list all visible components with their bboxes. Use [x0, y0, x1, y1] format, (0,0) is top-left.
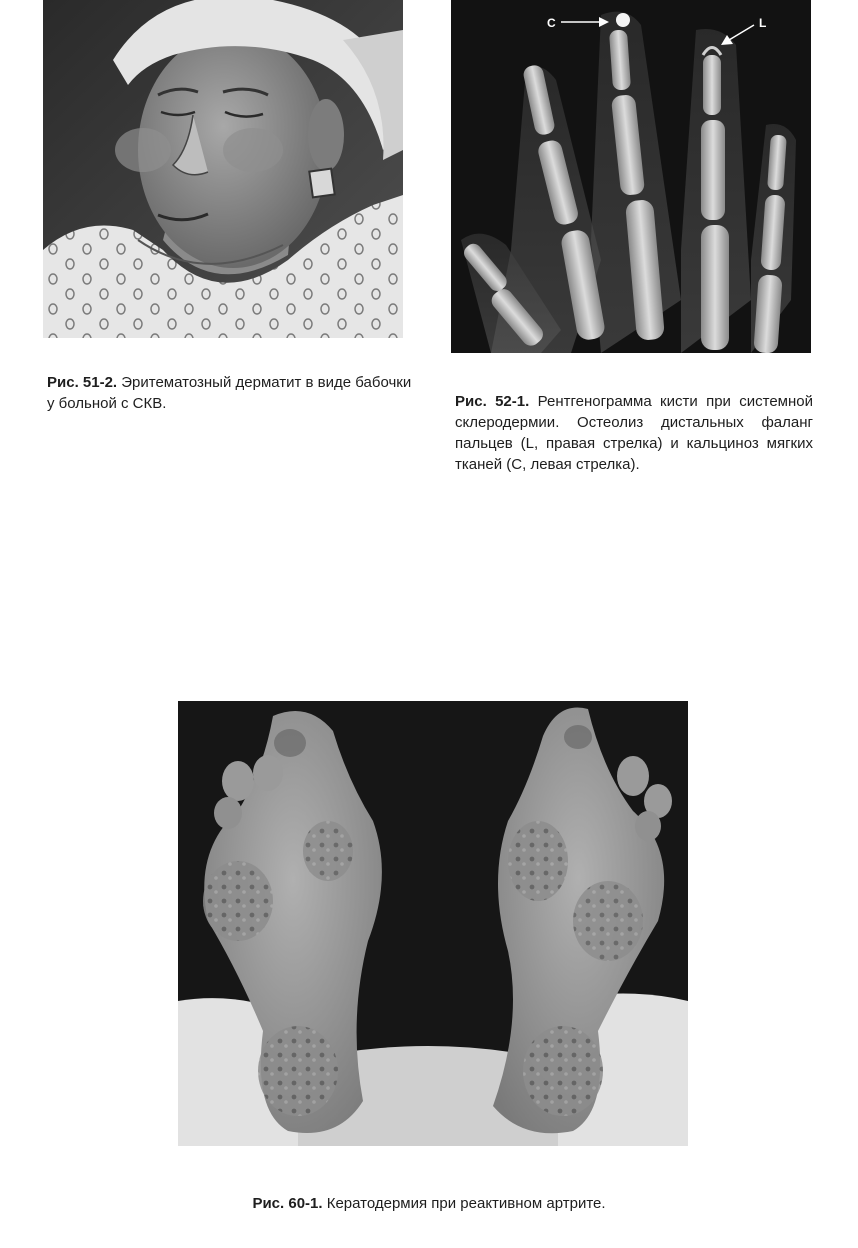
figure-label: Рис. 60-1. — [252, 1195, 323, 1212]
xray-label-l: L — [759, 16, 767, 30]
xray-label-c: C — [547, 16, 556, 30]
caption-figure-52-1 — [455, 391, 813, 475]
figure-52-1-xray — [451, 0, 811, 353]
caption-text: Эритематозный дерматит в виде бабочки у больной с СКВ. — [47, 374, 412, 412]
figure-label: Рис. 51-2. — [47, 374, 118, 391]
caption-figure-51-2 — [47, 372, 417, 414]
xray-image — [451, 0, 811, 353]
caption-text: Кератодермия при реактивном артрите. — [326, 1195, 606, 1212]
feet-image — [178, 701, 688, 1146]
portrait-image — [43, 0, 403, 338]
figure-51-2-photo — [43, 0, 403, 338]
figure-60-1-photo — [178, 701, 688, 1146]
caption-text: Рентгенограмма кисти при системной склеродермии. Остеолиз дистальных фаланг пальцев (L, правая стрелка) и кальциноз мягких тканей (С, левая стрелка). — [455, 393, 814, 473]
caption-figure-60-1 — [0, 1193, 858, 1214]
figure-label: Рис. 52-1. — [455, 393, 530, 410]
